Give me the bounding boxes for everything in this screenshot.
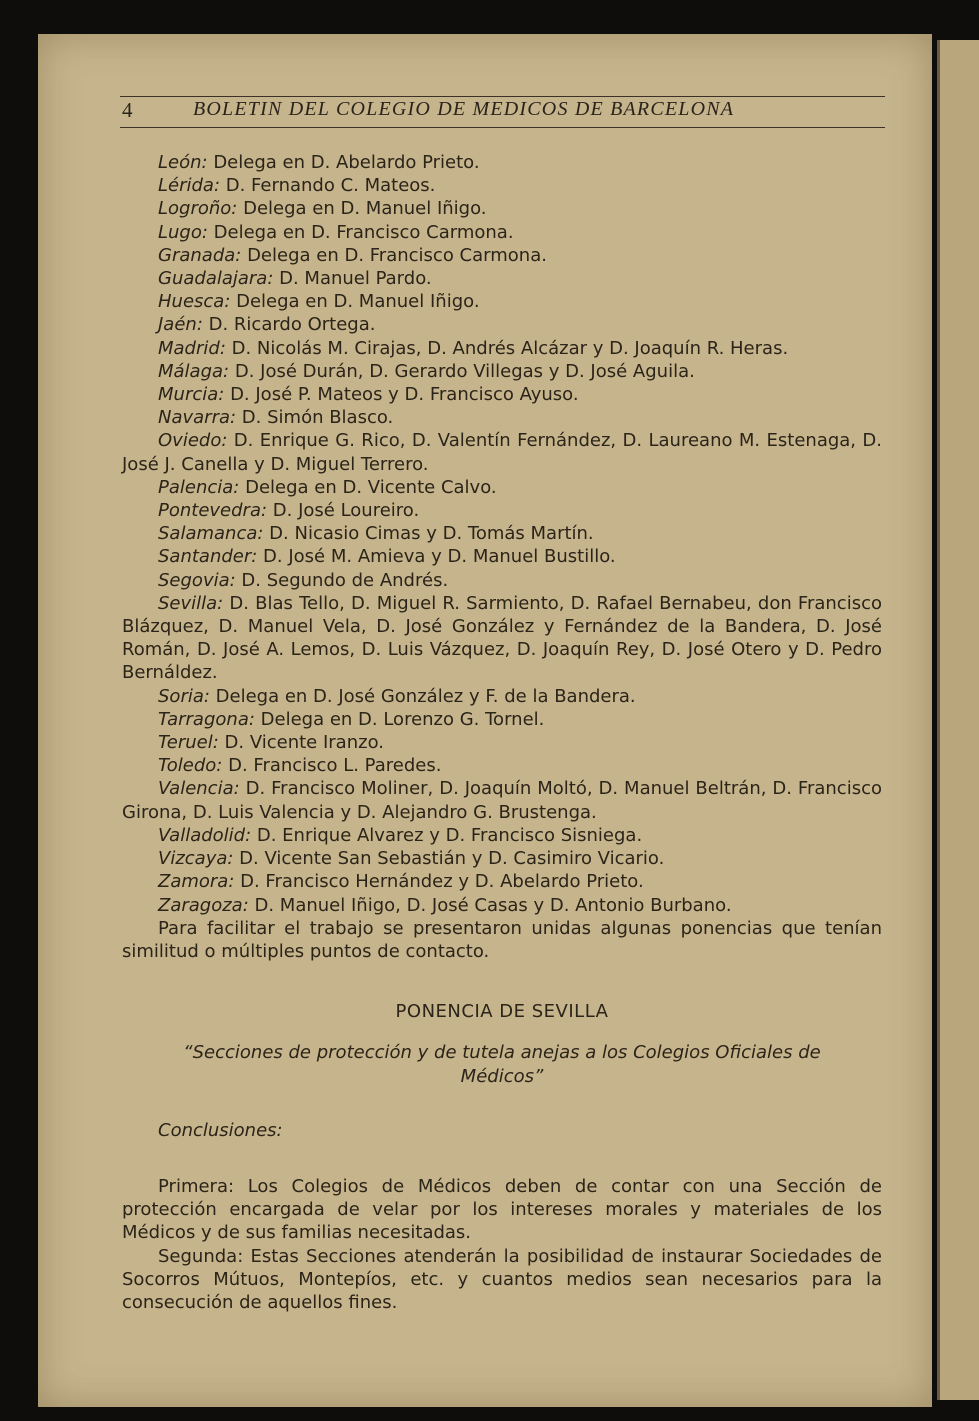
delegate-entry: [122, 731, 882, 754]
province-label: Soria:: [158, 685, 210, 707]
delegate-names: D. Francisco Moliner, D. Joaquín Moltó, D. Manuel Beltrán, D. Francisco Girona, D. Luis Valencia y D. Alejandro G. Brustenga.: [122, 778, 882, 823]
delegate-entry: [122, 406, 882, 429]
delegate-names: Delega en D. Francisco Carmona.: [207, 221, 514, 243]
delegate-names: Delega en D. José González y F. de la Bandera.: [209, 685, 636, 707]
delegate-entry: [122, 429, 882, 475]
delegate-names: Delega en D. Vicente Calvo.: [239, 476, 497, 498]
province-label: Tarragona:: [158, 708, 255, 730]
delegate-entry: [122, 754, 882, 777]
province-label: Lérida:: [158, 175, 221, 197]
page-number: 4: [122, 98, 133, 122]
delegate-names: D. Vicente San Sebastián y D. Casimiro Vicario.: [233, 848, 665, 870]
province-label: Jaén:: [158, 314, 203, 336]
delegate-names: D. José Durán, D. Gerardo Villegas y D. José Aguila.: [229, 360, 695, 382]
province-label: Teruel:: [158, 732, 219, 754]
section-subtitle: “Secciones de protección y de tutela anejas a los Colegios Oficiales de Médicos”: [183, 1042, 821, 1087]
delegate-names: Delega en D. Manuel Iñigo.: [230, 291, 480, 313]
delegate-entry: [122, 360, 882, 383]
delegate-entry: [122, 476, 882, 499]
province-label: Murcia:: [158, 384, 225, 406]
delegate-names: D. Fernando C. Mateos.: [220, 175, 436, 197]
province-label: Pontevedra:: [158, 500, 268, 522]
delegate-entry: [122, 290, 882, 313]
province-label: Santander:: [158, 546, 258, 568]
delegate-names: D. Blas Tello, D. Miguel R. Sarmiento, D. Rafael Bernabeu, don Francisco Blázquez, D. Manuel Vela, D. José González y Fernández de la Bandera, D. José Román, D. José A. Lemos, D. Luis Vázquez, D. Joaquín Rey, D. José Otero y D. Pedro Bernáldez.: [122, 592, 882, 684]
conclusions-label: Conclusiones:: [158, 1119, 283, 1141]
delegate-entry: [122, 313, 882, 336]
journal-title: BOLETIN DEL COLEGIO DE MEDICOS DE BARCELONA: [193, 98, 735, 120]
province-label: Lugo:: [158, 221, 208, 243]
delegate-entry: [122, 870, 882, 893]
delegate-names: D. José P. Mateos y D. Francisco Ayuso.: [224, 384, 579, 406]
province-label: Zaragoza:: [158, 894, 249, 916]
delegate-names: D. Enrique G. Rico, D. Valentín Fernández, D. Laureano M. Estenaga, D. José J. Canella y D. Miguel Terrero.: [122, 430, 882, 475]
delegate-entry: [122, 244, 882, 267]
delegate-entry: [122, 221, 882, 244]
province-label: Málaga:: [158, 360, 230, 382]
delegate-names: D. Vicente Iranzo.: [218, 732, 384, 754]
delegate-names: Delega en D. Abelardo Prieto.: [207, 152, 480, 173]
delegate-names: D. Ricardo Ortega.: [202, 314, 376, 336]
province-label: Navarra:: [158, 407, 237, 429]
delegate-names: Delega en D. Francisco Carmona.: [241, 244, 547, 266]
province-label: Valladolid:: [158, 824, 252, 846]
province-label: Salamanca:: [158, 523, 264, 545]
delegate-entry: [122, 197, 882, 220]
delegate-entry: [122, 708, 882, 731]
delegate-entry: [122, 545, 882, 568]
delegate-names: D. Simón Blasco.: [236, 407, 394, 429]
delegate-entry: [122, 337, 882, 360]
province-label: Madrid:: [158, 337, 226, 359]
delegate-names: D. Francisco L. Paredes.: [222, 755, 442, 777]
delegate-names: D. Manuel Pardo.: [273, 268, 432, 290]
province-label: Guadalajara:: [158, 268, 274, 290]
delegate-entry: [122, 267, 882, 290]
delegate-entry: [122, 777, 882, 823]
province-label: Huesca:: [158, 291, 231, 313]
delegate-entry: [122, 383, 882, 406]
delegate-entry: [122, 685, 882, 708]
delegate-entry: [122, 569, 882, 592]
delegate-names: D. Francisco Hernández y D. Abelardo Prieto.: [234, 871, 644, 893]
delegate-names: D. José M. Amieva y D. Manuel Bustillo.: [257, 546, 616, 568]
province-label: Vizcaya:: [158, 848, 234, 870]
running-header: [120, 96, 885, 128]
delegate-entry: [122, 499, 882, 522]
delegate-entry: [122, 894, 882, 917]
delegate-entry: [122, 522, 882, 545]
province-label: Palencia:: [158, 476, 240, 498]
section-title: PONENCIA DE SEVILLA: [395, 1001, 609, 1023]
delegate-entry: [122, 151, 882, 174]
delegate-entry: [122, 174, 882, 197]
delegates-list: [122, 151, 882, 917]
delegate-names: D. Segundo de Andrés.: [235, 569, 449, 591]
delegate-names: Delega en D. Manuel Iñigo.: [237, 198, 487, 220]
province-label: Toledo:: [158, 755, 223, 777]
delegate-entry: [122, 824, 882, 847]
delegate-names: D. Manuel Iñigo, D. José Casas y D. Antonio Burbano.: [248, 894, 732, 916]
adjacent-page-edge: [937, 40, 979, 1400]
delegate-names: Delega en D. Lorenzo G. Tornel.: [254, 708, 545, 730]
province-label: Logroño:: [158, 198, 238, 220]
document-body: [122, 151, 882, 1314]
conclusion-second: Segunda: Estas Secciones atenderán la posibilidad de instaurar Sociedades de Socorros Mútuos, Montepíos, etc. y cuantos medios sean necesarios para la consecución de aquellos fines.: [122, 1245, 882, 1313]
province-label: Sevilla:: [158, 592, 224, 614]
delegate-names: D. José Loureiro.: [267, 500, 420, 522]
province-label: Segovia:: [158, 569, 236, 591]
conclusion-first: Primera: Los Colegios de Médicos deben de contar con una Sección de protección encargada de velar por los intereses morales y materiales de los Médicos y de sus familias necesitadas.: [122, 1175, 882, 1244]
closing-paragraph: Para facilitar el trabajo se presentaron unidas algunas ponencias que tenían similitud o múltiples puntos de contacto.: [122, 917, 882, 962]
delegate-names: D. Nicolás M. Cirajas, D. Andrés Alcázar y D. Joaquín R. Heras.: [225, 337, 789, 359]
province-label: Valencia:: [158, 778, 240, 800]
delegate-names: D. Enrique Alvarez y D. Francisco Sisniega.: [251, 824, 643, 846]
province-label: Oviedo:: [158, 430, 228, 452]
delegate-entry: [122, 847, 882, 870]
delegate-entry: [122, 592, 882, 685]
province-label: León:: [158, 152, 208, 173]
province-label: Zamora:: [158, 871, 235, 893]
delegate-names: D. Nicasio Cimas y D. Tomás Martín.: [263, 523, 594, 545]
province-label: Granada:: [158, 244, 242, 266]
